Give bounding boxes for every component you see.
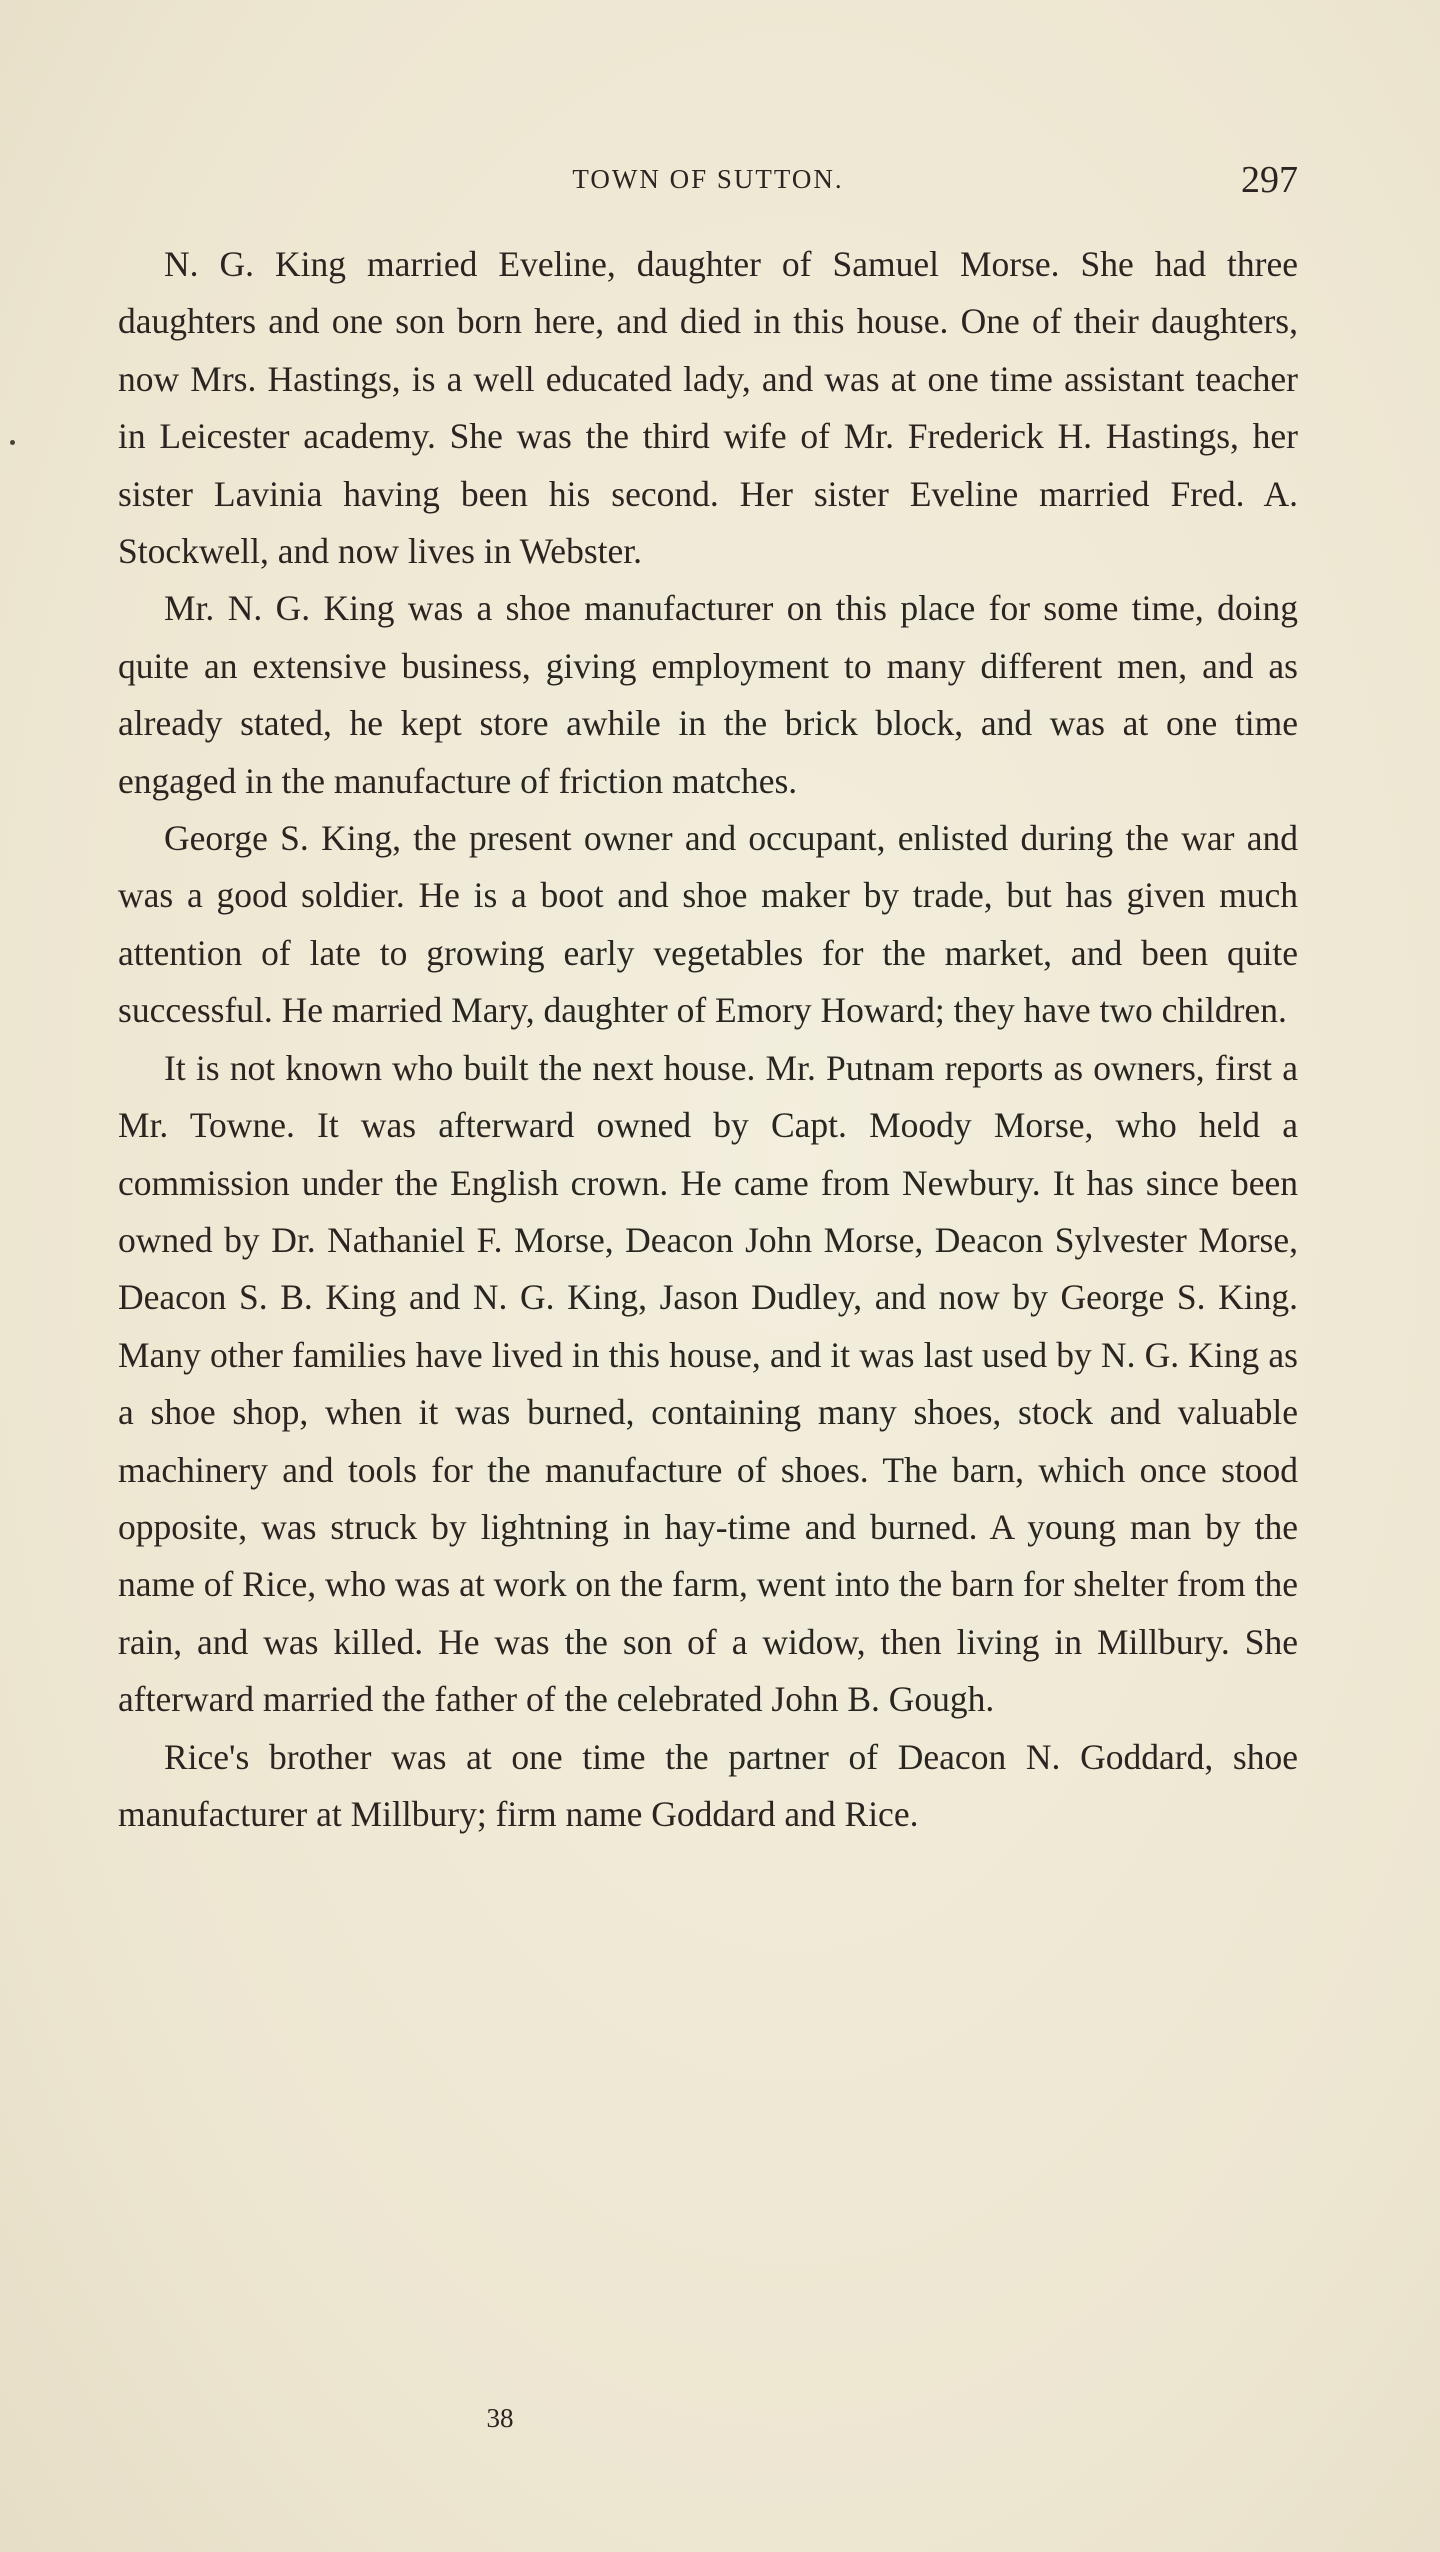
paragraph: George S. King, the present owner and occupant, enlisted during the war and was a good soldier. He is a boot and shoe maker by trade, but has given much attention of late to growing early vegetables for the market, and been quite successful. He married Mary, daughter of Emory Howard; they have two children. — [118, 818, 1298, 1031]
signature-mark: 38 — [486, 2403, 514, 2433]
paragraph: Rice's brother was at one time the partner of Deacon N. Goddard, shoe manufacturer at Millbury; firm name Goddard and Rice. — [118, 1736, 1298, 1834]
paragraph: N. G. King married Eveline, daughter of Samuel Morse. She had three daughters and one son born here, and died in this house. One of their daughters, now Mrs. Hastings, is a well educated lady, and was at one time assistant teacher in Leicester academy. She was the third wife of Mr. Frederick H. Hastings, her sister Lavinia having been his second. Her sister Eveline married Fred. A. Stockwell, and now lives in Webster. — [118, 244, 1298, 572]
body-text — [118, 236, 1298, 1843]
page-number: 297 — [1241, 159, 1298, 201]
running-title: TOWN OF SUTTON. — [572, 164, 844, 194]
paragraph: It is not known who built the next house. Mr. Putnam reports as owners, first a Mr. Towne. It was afterward owned by Capt. Moody Morse, who held a commission under the English crown. He came from Newbury. It has since been owned by Dr. Nathaniel F. Morse, Deacon John Morse, Deacon Sylvester Morse, Deacon S. B. King and N. G. King, Jason Dudley, and now by George S. King. Many other families have lived in this house, and it was last used by N. G. King as a shoe shop, when it was burned, containing many shoes, stock and valuable machinery and tools for the manufacture of shoes. The barn, which once stood opposite, was struck by lightning in hay-time and burned. A young man by the name of Rice, who was at work on the farm, went into the barn for shelter from the rain, and was killed. He was the son of a widow, then living in Millbury. She afterward married the father of the celebrated John B. Gough. — [118, 1047, 1299, 1720]
paragraph: Mr. N. G. King was a shoe manufacturer on this place for some time, doing quite an extensive business, giving employment to many different men, and as already stated, he kept store awhile in the brick block, and was at one time engaged in the manufacture of friction matches. — [118, 588, 1298, 801]
running-head — [118, 158, 1298, 202]
ink-speck — [10, 440, 15, 445]
